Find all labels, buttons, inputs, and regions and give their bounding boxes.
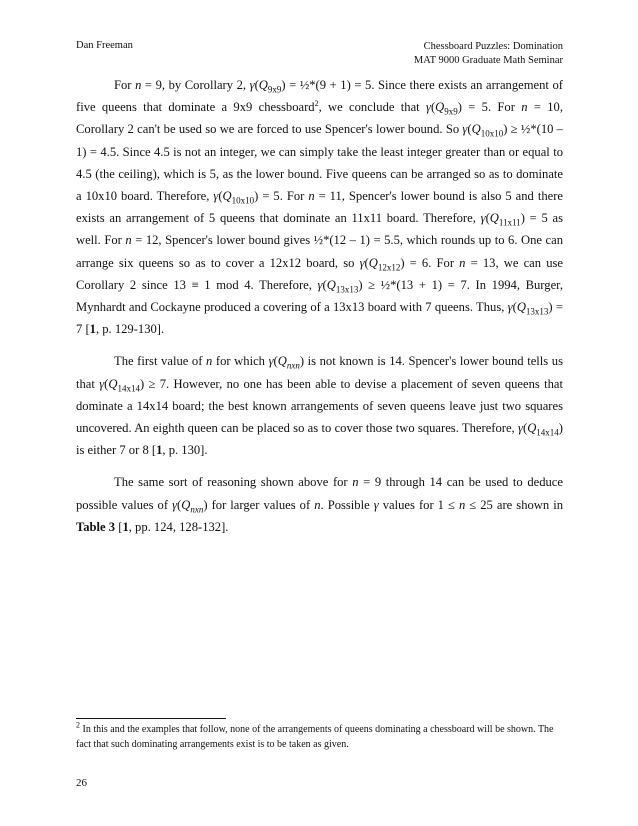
footnote: $^2$ In this and the examples that follow, none of the arrangements of queens dominating a chessboard will be shown. The fact that such dominating arrangements exist is to be taken as given. (76, 720, 554, 750)
header-title-line1: Chessboard Puzzles: Domination (423, 41, 563, 52)
page-number: 26 (76, 777, 87, 789)
header-title (414, 40, 563, 68)
paragraph-1: For n = 9, by Corollary 2, $\gamma(Q_{9x9})$ = ½*(9 + 1) = 5. Since there exists an arrangement of five queens that dominate a 9x9 chessboard$^2$, we conclude that $\gamma(Q_{9x9}) = 5$. For n = 10, Corollary 2 can't be used so we are forced to use Spencer's lower bound. So $\gamma(Q_{10x10})$ ≥ ½*(10 – 1) = 4.5. Since 4.5 is not an integer, we can simply take the least integer greater than or equal to 4.5 (the ceiling), which is 5, as the lower bound. Five queens can be arranged so as to dominate a 10x10 board. Therefore, $\gamma(Q_{10x10}) = 5$. For n = 11, Spencer's lower bound is also 5 and there exists an arrangement of 5 queens that dominate an 11x11 board. Therefore, $\gamma(Q_{11x11}) = 5$ as well. For n = 12, Spencer's lower bound gives ½*(12 – 1) = 5.5, which rounds up to 6. One can arrange six queens so as to cover a 12x12 board, so $\gamma(Q_{12x12}) = 6$. For n = 13, we can use Corollary 2 since 13 ≡ 1 mod 4. Therefore, $\gamma(Q_{13x13})$ ≥ ½*(13 + 1) = 7. In 1994, Burger, Mynhardt and Cockayne produced a covering of a 13x13 board with 7 queens. Thus, $\gamma(Q_{13x13}) = 7$ [1, p. 129-130]. (76, 78, 564, 337)
header-author: Dan Freeman (76, 40, 133, 51)
paragraph-2: The first value of n for which $\gamma(Q_{nxn})$ is not known is 14. Spencer's lower bound tells us that $\gamma(Q_{14x14}) \ge 7$. However, no one has been able to devise a placement of seven queens that dominate a 14x14 board; the best known arrangements of seven queens leave just two squares uncovered. An eighth queen can be placed so as to cover those two squares. Therefore, $\gamma(Q_{14x14})$ is either 7 or 8 [1, p. 130]. (76, 354, 563, 458)
header-title-line2: MAT 9000 Graduate Math Seminar (413, 55, 563, 66)
paragraph-3: The same sort of reasoning shown above for n = 9 through 14 can be used to deduce possible values of $\gamma(Q_{nxn})$ for larger values of n. Possible γ values for 1 ≤ n ≤ 25 are shown in Table 3 [1, pp. 124, 128-132]. (76, 475, 564, 534)
footnote-rule (76, 718, 226, 719)
body-text (76, 74, 563, 548)
